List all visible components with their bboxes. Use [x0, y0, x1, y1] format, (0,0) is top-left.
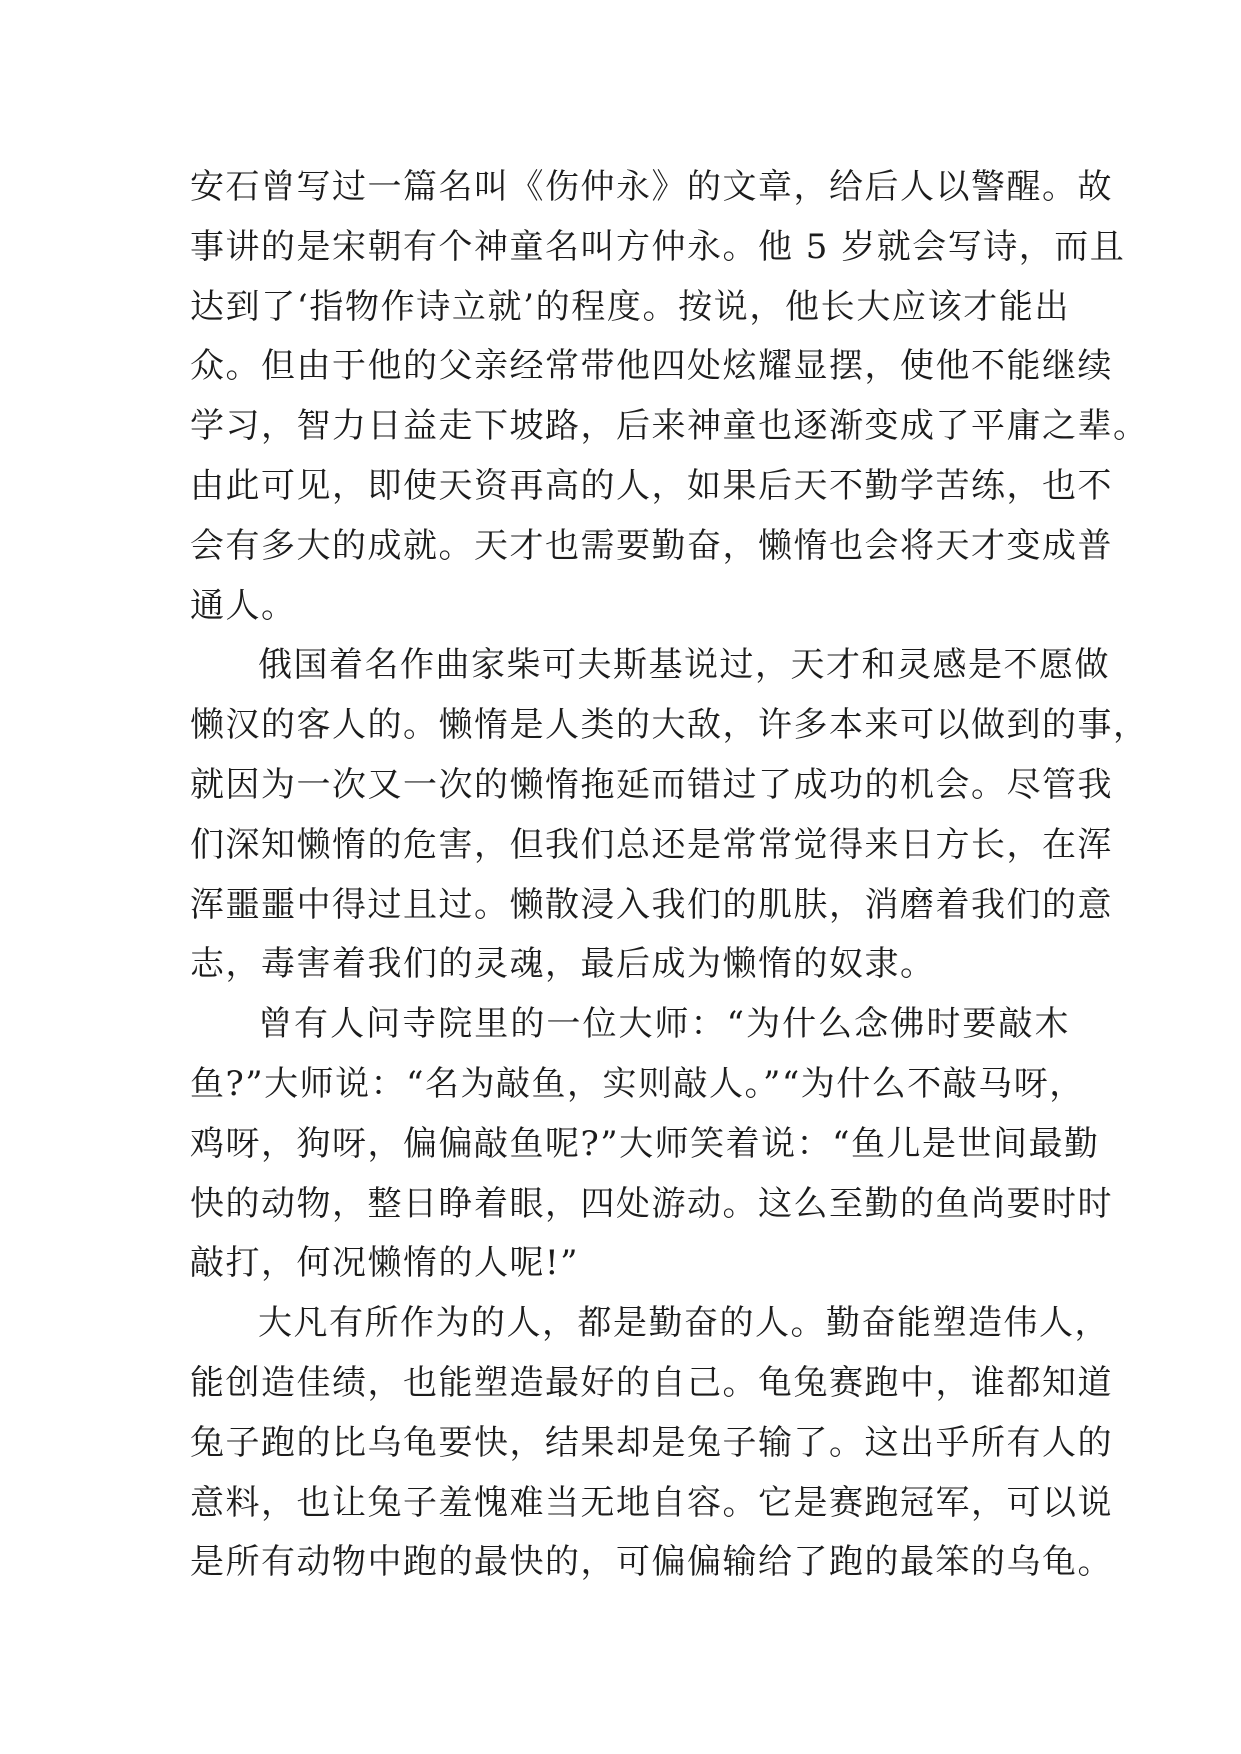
- text-line: 通人。: [190, 585, 297, 626]
- text-line: 事讲的是宋朝有个神童名叫方仲永。他 5 岁就会写诗，而且: [190, 226, 1126, 267]
- text-line: 曾有人问寺院里的一位大师：“为什么念佛时要敲木: [258, 1004, 1070, 1045]
- text-line: 会有多大的成就。天才也需要勤奋，懒惰也会将天才变成普: [190, 525, 1113, 566]
- text-line: 由此可见，即使天资再高的人，如果后天不勤学苦练，也不: [190, 465, 1113, 506]
- text-line: 敲打，何况懒惰的人呢!”: [190, 1243, 580, 1284]
- text-line: 鱼?”大师说：“名为敲鱼，实则敲人。”“为什么不敲马呀，: [190, 1063, 1085, 1104]
- text-line: 俄国着名作曲家柴可夫斯基说过，天才和灵感是不愿做: [258, 645, 1110, 686]
- text-line: 懒汉的客人的。懒惰是人类的大敌，许多本来可以做到的事，: [190, 705, 1149, 746]
- text-line: 就因为一次又一次的懒惰拖延而错过了成功的机会。尽管我: [190, 764, 1113, 805]
- text-line: 快的动物，整日睁着眼，四处游动。这么至勤的鱼尚要时时: [190, 1183, 1113, 1224]
- text-line: 安石曾写过一篇名叫《伤仲永》的文章，给后人以警醒。故: [190, 167, 1113, 207]
- document-body: [190, 158, 1149, 1593]
- text-line: 达到了‘指物作诗立就’的程度。按说，他长大应该才能出: [190, 286, 1070, 327]
- text-line: 们深知懒惰的危害，但我们总还是常常觉得来日方长，在浑: [190, 824, 1113, 865]
- text-line: 志，毒害着我们的灵魂，最后成为懒惰的奴隶。: [190, 944, 936, 985]
- text-line: 意料，也让兔子羞愧难当无地自容。它是赛跑冠军，可以说: [190, 1482, 1113, 1523]
- text-line: 鸡呀，狗呀，偏偏敲鱼呢?”大师笑着说：“鱼儿是世间最勤: [190, 1123, 1100, 1164]
- text-line: 兔子跑的比乌龟要快，结果却是兔子输了。这出乎所有人的: [190, 1422, 1113, 1463]
- text-line: 能创造佳绩，也能塑造最好的自己。龟兔赛跑中，谁都知道: [190, 1362, 1113, 1403]
- text-line: 众。但由于他的父亲经常带他四处炫耀显摆，使他不能继续: [190, 346, 1113, 387]
- text-line: 是所有动物中跑的最快的，可偏偏输给了跑的最笨的乌龟。: [190, 1542, 1113, 1583]
- text-line: 浑噩噩中得过且过。懒散浸入我们的肌肤，消磨着我们的意: [190, 884, 1113, 925]
- text-line: 大凡有所作为的人，都是勤奋的人。勤奋能塑造伟人，: [258, 1303, 1110, 1344]
- text-line: 学习，智力日益走下坡路，后来神童也逐渐变成了平庸之辈。: [190, 406, 1149, 447]
